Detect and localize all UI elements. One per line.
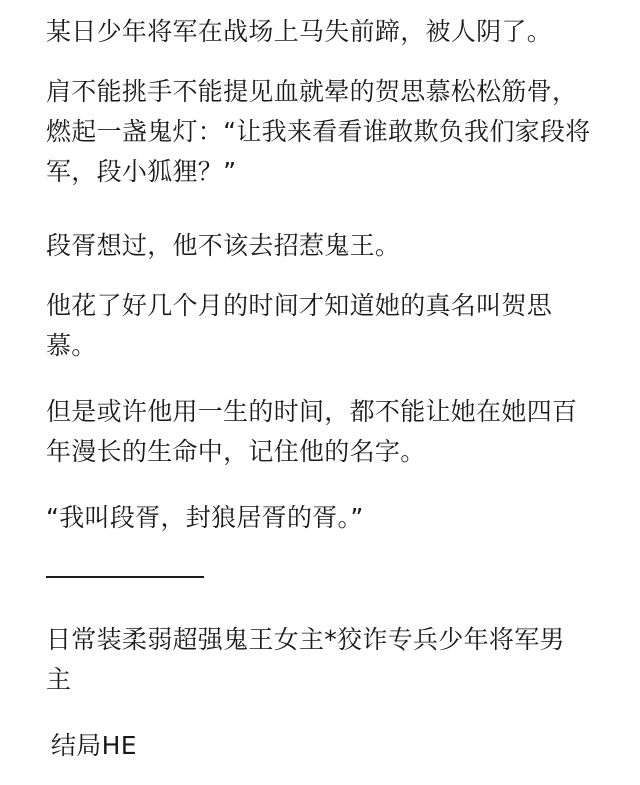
paragraph-4 [46, 286, 606, 366]
tags-paragraph [46, 620, 606, 700]
paragraph-6 [46, 498, 606, 538]
paragraph-1 [46, 12, 606, 52]
section-divider [46, 576, 204, 578]
paragraph-2-line-3: 军，段小狐狸？” [46, 157, 237, 186]
paragraph-1-text: 某日少年将军在战场上马失前蹄，被人阴了。 [46, 17, 553, 46]
tags-line-1: 日常装柔弱超强鬼王女主*狡诈专兵少年将军男 [46, 625, 565, 654]
paragraph-6-text: “我叫段胥，封狼居胥的胥。” [46, 503, 364, 532]
ending-text: 结局HE [51, 731, 137, 760]
tags-line-2: 主 [46, 665, 72, 694]
paragraph-5-line-2: 年漫长的生命中，记住他的名字。 [46, 437, 426, 466]
paragraph-2 [46, 72, 606, 192]
paragraph-2-line-1: 肩不能挑手不能提见血就晕的贺思慕松松筋骨， [46, 77, 578, 106]
ending-paragraph [51, 726, 611, 766]
paragraph-3 [46, 226, 606, 266]
paragraph-4-line-2: 慕。 [46, 331, 97, 360]
paragraph-5 [46, 392, 606, 472]
paragraph-3-text: 段胥想过，他不该去招惹鬼王。 [46, 231, 401, 260]
paragraph-4-line-1: 他花了好几个月的时间才知道她的真名叫贺思 [46, 291, 553, 320]
paragraph-5-line-1: 但是或许他用一生的时间，都不能让她在她四百 [46, 397, 578, 426]
paragraph-2-line-2: 燃起一盏鬼灯：“让我来看看谁敢欺负我们家段将 [46, 117, 591, 146]
